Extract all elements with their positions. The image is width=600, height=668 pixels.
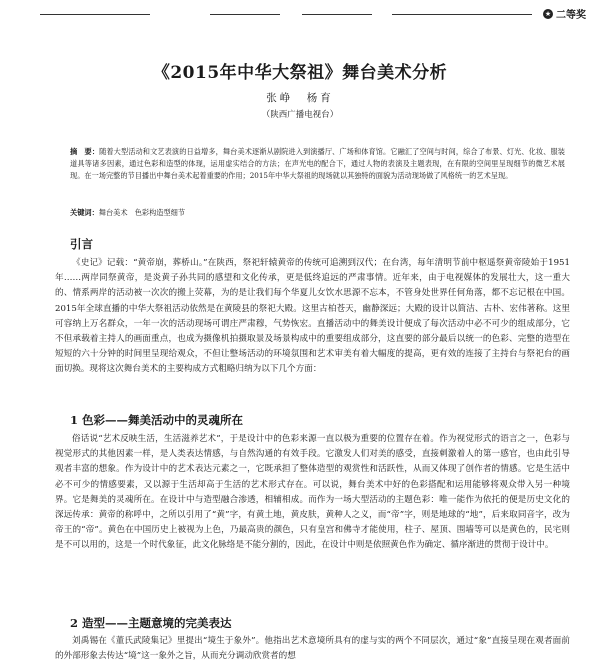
section-heading-intro: 引言 <box>70 237 93 251</box>
keywords-text: 舞台美术 色彩构造型细节 <box>98 208 186 217</box>
abstract-text: 随着大型活动和文艺表演的日益增多，舞台美术逐渐从剧院进入到演播厅、广场和体育馆。它融汇了空间与时间，综合了布景、灯光、化妆、服装道具等诸多因素，通过色彩和造型的体现，运用虚实结合的方法；在声光电的配合下，通过人物的表演及主题表现，在有限的空间里呈现细节的微艺术展现。在一场完整的节目播出中舞台美术起着重要的作用；2015年中华大祭祖的现场就以其独特的面貌为活动现场做了风格统一的艺术呈现。 <box>70 147 565 180</box>
abstract <box>70 146 565 182</box>
body-paragraph: 刘禹锡在《董氏武陵集记》里提出“境生于象外”。他指出艺术意境所具有的虚与实的两个不同层次，通过“象”直接呈现在观者面前的外部形象去传达“境”这一象外之旨，从而充分调动欣赏者的想 <box>55 636 570 662</box>
section-heading-color: 1 色彩——舞美活动中的灵魂所在 <box>70 413 244 427</box>
header-rule <box>302 14 372 15</box>
keywords-label: 关键词： <box>70 208 99 217</box>
award-badge <box>543 6 586 21</box>
header-rule <box>392 14 532 15</box>
header-rule <box>210 14 280 15</box>
body-paragraph: 俗话说“艺术反映生活，生活滋养艺术”，于是设计中的色彩来源一直以极为重要的位置存在着。作为视觉形式的语言之一，色彩与视觉形式的其他因素一样，是人类表达情感，与自然沟通的有效手段。它激发人们对美的感受，直接刺激着人的第一感官，也由此引导观者丰富的想象。作为设计中的艺术表达元素之一，它既承担了整体造型的观赏性和活跃性，从而又体现了创作者的情感。它是生活中必不可少的情感要素，又以源于生活却高于生活的艺术形式存在。可以说，舞台美术中好的色彩搭配和运用能够将观众带入另一种境界。它是舞美的灵魂所在。在设计中与造型融合渗透，相辅相成。而作为一场大型活动的主题色彩：唯一能作为依托的便是历史文化的深远传承：黄帝的称呼中，之所以引用了“黄”字，有黄土地，黄皮肤，黄种人之义，而“帝”字，则是地球的“地”，后来取同音字，改为帝王的“帝”。黄色在中国历史上被视为上色，乃最高贵的颜色，只有皇宫和佛寺才能使用，柱子、屋顶、围墙等可以是黄色的，民宅则是不可以用的，这是一个时代象征，此文化脉络是不能分割的，因此，在设计中则是依照黄色作为确定、循序渐进的贯彻于设计中。 <box>55 434 570 551</box>
award-icon: ★ <box>544 9 552 18</box>
article-title: 《2015年中华大祭祖》舞台美术分析 <box>152 63 448 83</box>
keywords <box>70 207 565 219</box>
abstract-label: 摘 要： <box>70 147 100 156</box>
article-affiliation: （陕西广播电视台） <box>261 110 339 120</box>
award-badge-label: 二等奖 <box>556 10 586 21</box>
body-paragraph: 《史记》记载：“黄帝崩，葬桥山。”在陕西，祭祀轩辕黄帝的传统可追溯到汉代；在台湾，每年清明节前中枢遥祭黄帝陵始于1951年……两岸同祭黄帝，是炎黄子孙共同的感望和文化传承，更是低终追远的严肃事情。近年来，由于电视媒体的发展壮大，这一重大的、情系两岸的活动被一次次的搬上荧幕，为的是让我们每个华夏儿女饮水思源不忘本，不管身处世界任何角落，都不忘记根在中国。2015年全球直播的中华大祭祖活动依然是在黄陵县的祭祀大殿。这里古柏苍天，幽静深远；大殿的设计以简洁、古朴、宏伟著称。这里可容纳上万名群众，一年一次的活动现场可谓庄严肃穆，气势恢宏。直播活动中的舞美设计便成了每次活动中必不可少的组成部分，它不但承载着主持人的画面重点，也成为摄像机拍摄取景及场景构成中的重要组成部分，这直要的部分最后以统一的色彩、完整的造型在短短的六十分钟的时间里呈现给观众，不但让整场活动的环境氛围和艺术审美有着大幅度的提高，更有效的连接了主持台与祭祀台的画面切换。现将这次舞台美术的主要构成方式粗略归纳为以下几个方面： <box>55 258 570 375</box>
running-header <box>40 6 586 20</box>
article-authors: 张峥 杨育 <box>266 92 334 104</box>
header-rule <box>40 14 150 15</box>
section-heading-form: 2 造型——主题意境的完美表达 <box>70 616 232 630</box>
